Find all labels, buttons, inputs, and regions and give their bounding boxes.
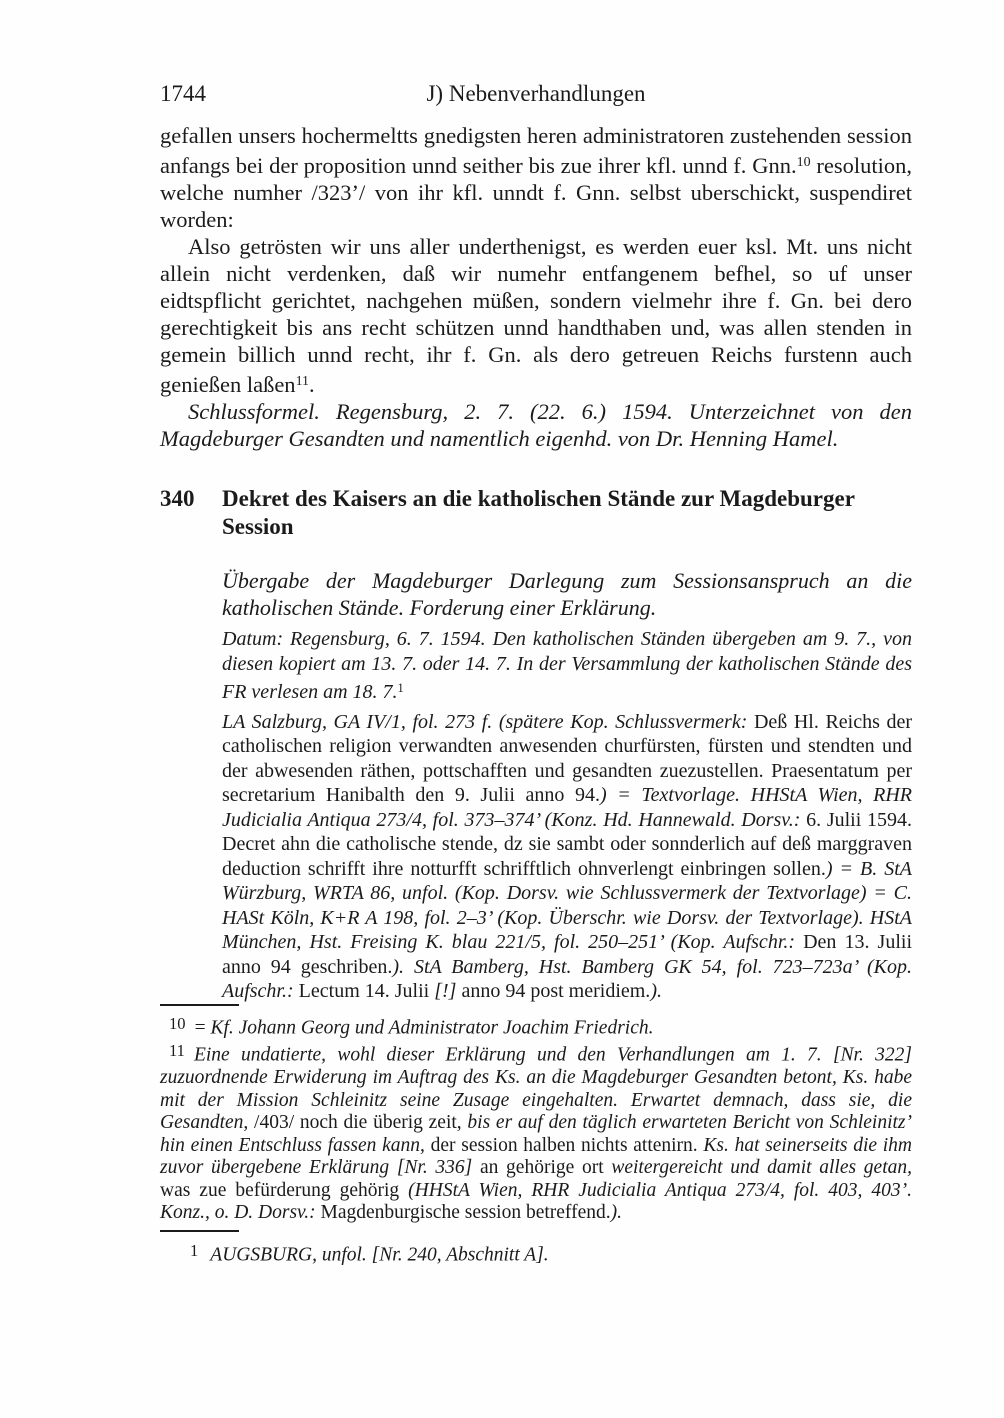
body-paragraph-1: gefallen unsers hochermeltts gnedigsten heren administratoren zustehenden session anfangs bei der proposition unnd seither bis zue ihrer kfl. unnd f. Gnn.$^{10}$ resolution, welche numher /323’/ von ihr kfl. unndt f. Gnn. selbst uberschickt, suspendiret worden: (160, 123, 912, 232)
closing-formula-paragraph: Schlussformel. Regensburg, 2. 7. (22. 6.) 1594. Unterzeichnet von den Magdeburger Gesandten und namentlich eigenhd. von Dr. Henning Hamel. (160, 398, 912, 451)
entry-body (222, 567, 912, 1004)
footnote-1-text: AUGSBURG, unfol. [Nr. 240, Abschnitt A]. (210, 1244, 549, 1266)
text-column (160, 80, 913, 1266)
entry-archival-note: LA Salzburg, GA IV/1, fol. 273 f. (spätere Kop. Schlussvermerk: Deß Hl. Reichs der catholischen religion verwandten anwesenden churfürsten, fürsten und stendten und der abwesenden räthen, pottschafften und gesandten zuezustellen. Praesentatum per secretarium Hanibalth den 9. Julii anno 94.) = Textvorlage. HHStA Wien, RHR Judicialia Antiqua 273/4, fol. 373–374’ (Konz. Hd. Hannewald. Dorsv.: 6. Julii 1594. Decret ahn die catholische stende, dz sie sambt oder sonnderlich auf deß marggraven deduction schrifft ihre notturfft schrifftlich ohnverlengt einbringen sollen.) = B. StA Würzburg, WRTA 86, unfol. (Kop. Dorsv. wie Schlussvermerk der Textvorlage) = C. HASt Köln, K+R A 198, fol. 2–3’ (Kop. Überschr. wie Dorsv. der Textvorlage). HStA München, Hst. Freising K. blau 221/5, fol. 250–251’ (Kop. Aufschr.: Den 13. Julii anno 94 geschriben.). StA Bamberg, Hst. Bamberg GK 54, fol. 723–723a’ (Kop. Aufschr.: Lectum 14. Julii [!] anno 94 post meridiem.). (222, 710, 913, 1003)
footnote-separator (160, 1004, 239, 1006)
entry-340 (160, 485, 912, 1004)
footnote-separator-2 (160, 1230, 239, 1232)
body-paragraph-2: Also getrösten wir uns aller underthenigst, es werden euer ksl. Mt. uns nicht allein nicht verdenken, daß wir numehr entfangenem befhel, so uf unser eidtspflicht gerichtet, nachgehen müßen, sondern vielmehr ihre f. Gn. bei dero gerechtigkeit bis ans recht schützen unnd handthaben und, was allen stenden in gemein billich unnd recht, ihr f. Gn. als dero getreuen Reichs furstenn auch genießen laßen$^{11}$. (160, 233, 912, 397)
footnote-10-number: 10 (169, 1014, 186, 1033)
entry-summary: Übergabe der Magdeburger Darlegung zum Sessionsanspruch an die katholischen Stände. Forderung einer Erklärung. (222, 568, 912, 620)
footnote-11 (160, 1040, 912, 1225)
footnote-10-text: = Kf. Johann Georg und Administrator Joachim Friedrich. (194, 1017, 654, 1039)
footnote-1 (160, 1240, 912, 1267)
running-head-row (160, 80, 912, 107)
entry-datum: Datum: Regensburg, 6. 7. 1594. Den katholischen Ständen übergeben am 9. 7., von diesen kopiert am 13. 7. oder 14. 7. In der Versammlung der katholischen Stände des FR verlesen am 18. 7.$^1$ (222, 628, 912, 704)
running-header: J) Nebenverhandlungen (426, 81, 646, 106)
main-text-block (160, 122, 912, 452)
page-number: 1744 (160, 81, 206, 106)
footnote-1-number: 1 (190, 1240, 199, 1260)
footnote-zone (160, 1004, 912, 1267)
footnote-11-text: Eine undatierte, wohl dieser Erklärung und den Verhandlungen am 1. 7. [Nr. 322] zuzuordnende Erwiderung im Auftrag des Ks. an die Magdeburger Gesandten betont, Ks. habe mit der Mission Schleinitz seine Zusage eingehalten. Erwartet demnach, dass sie, die Gesandten, /403/ noch die überig zeit, bis er auf den täglich erwarteten Bericht von Schleinitz’ hin einen Entschluss fassen kann, der session halben nichts attenirn. Ks. hat seinerseits die ihm zuvor übergebene Erklärung [Nr. 336] an gehörige ort weitergereicht und damit alles getan, was zue befürderung gehörig (HHStA Wien, RHR Judicialia Antiqua 273/4, fol. 403, 403’. Konz., o. D. Dorsv.: Magdenburgische session betreffend.). (160, 1044, 912, 1224)
entry-heading (160, 485, 912, 541)
entry-title: Dekret des Kaisers an die katholischen Stände zur Magdeburger Session (222, 486, 855, 539)
footnote-11-number: 11 (169, 1041, 185, 1061)
footnote-10 (160, 1013, 912, 1040)
entry-number: 340 (160, 486, 195, 511)
